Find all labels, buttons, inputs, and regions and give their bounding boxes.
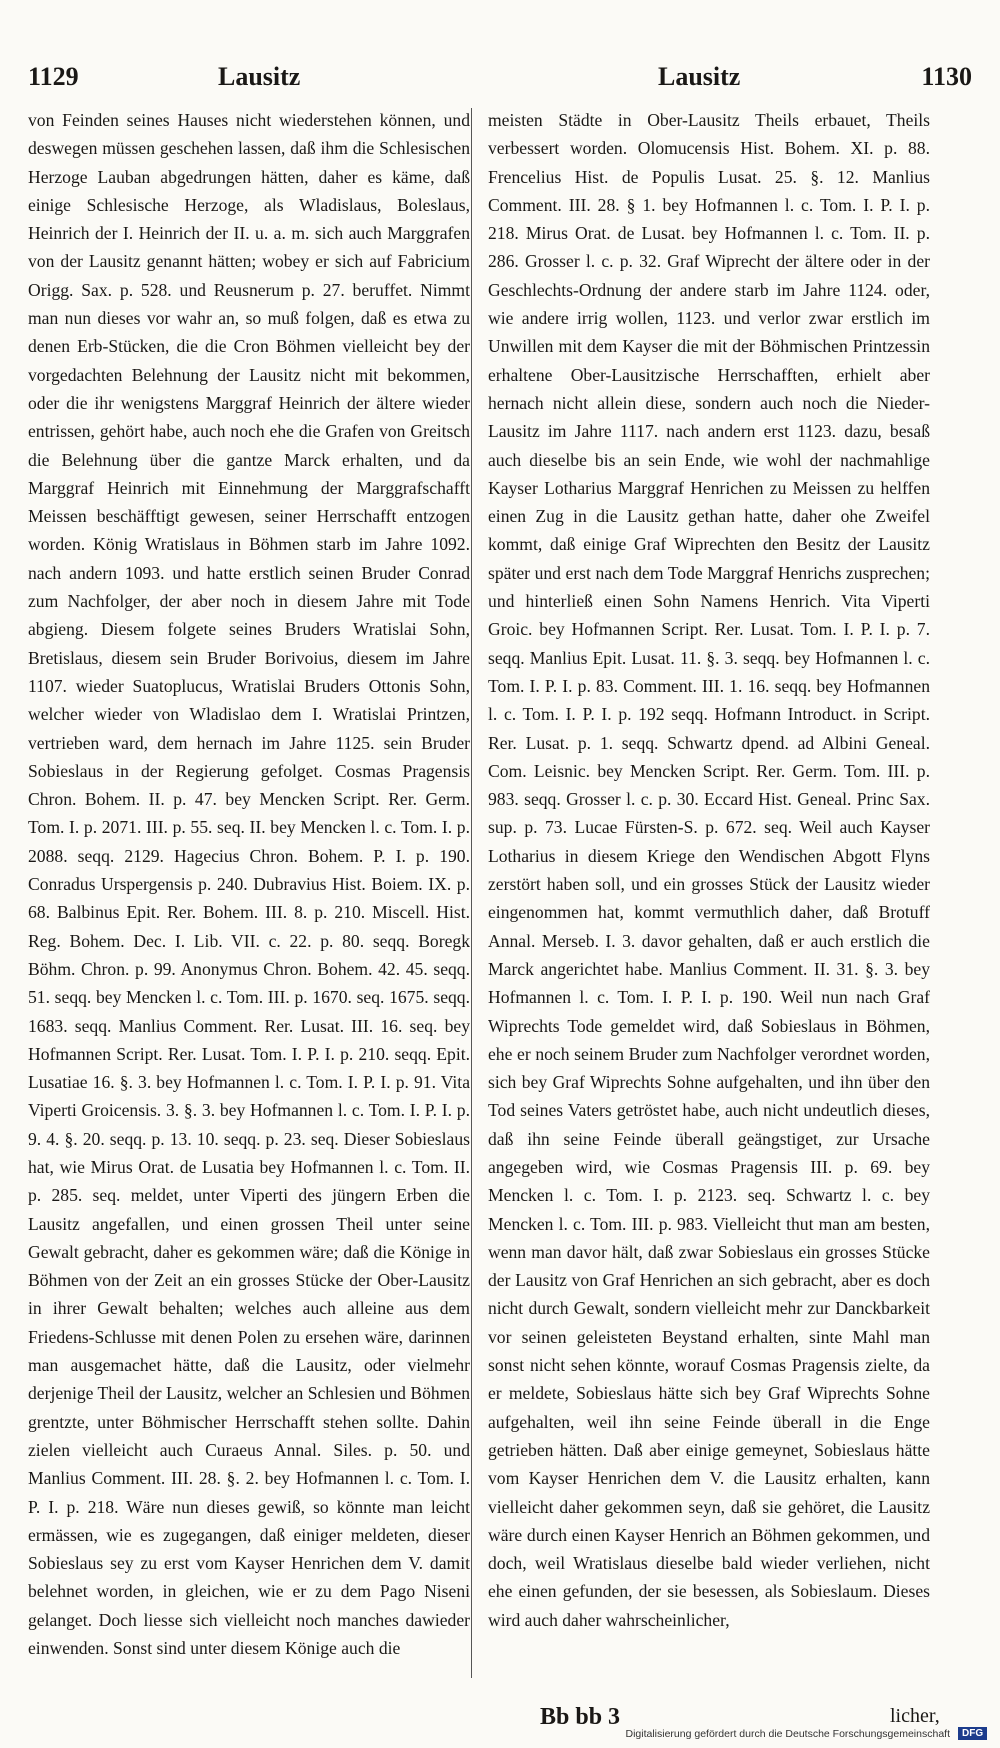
page-number-right: 1130 <box>921 62 972 91</box>
column-text: meisten Städte in Ober-Lausitz Theils erbauet, Theils verbessert worden. Olomucensis Hist. Bohem. XI. p. 88. Frencelius Hist. de Populis Lusat. 25. §. 12. Manlius Comment. III. 28. § 1. bey Hofmannen l. c. Tom. I. P. I. p. 218. Mirus Orat. de Lusat. bey Hofmannen l. c. Tom. II. p. 286. Grosser l. c. p. 32. Graf Wiprecht der ältere oder in der Geschlechts-Ordnung der andere starb im Jahre 1124. oder, wie andere irrig wollen, 1123. und verlor zwar erstlich im Unwillen mit dem Kayser die mit der Böhmischen Printzessin erhaltene Ober-Lausitzische Herrschafften, erhielt aber hernach nicht allein diese, sondern auch noch die Nieder-Lausitz im Jahre 1117. nach andern erst 1123. dazu, besaß auch dieselbe bis an sein Ende, wie wohl der nachmahlige Kayser Lotharius Marggraf Henrichen zu Meissen zu helffen einen Zug in die Lausitz gethan hatte, daher ohe Zweifel kommt, daß einige Graf Wiprechten den Besitz der Lausitz später und erst nach dem Tode Marggraf Henrichs zusprechen; und hinterließ einen Sohn Namens Henrich. Vita Viperti Groic. bey Hofmannen Script. Rer. Lusat. Tom. I. P. I. p. 7. seqq. Manlius Epit. Lusat. 11. §. 3. seqq. bey Hofmannen l. c. Tom. I. P. I. p. 83. Comment. III. 1. 16. seqq. bey Hofmannen l. c. Tom. I. P. I. p. 192 seqq. Hofmann Introduct. in Script. Rer. Lusat. p. 1. seqq. Schwartz dpend. ad Albini Geneal. Com. Leisnic. bey Mencken Script. Rer. Germ. Tom. III. p. 983. seqq. Grosser l. c. p. 30. Eccard Hist. Geneal. Princ Sax. sup. p. 73. Lucae Fürsten-S. p. 672. seq. Weil auch Kayser Lotharius in diesem Kriege den Wendischen Abgott Flyns zerstört haben soll, und ein grosses Stück der Lausitz wieder eingenommen hat, kommt vermuthlich daher, daß Brotuff Annal. Merseb. I. 3. davor gehalten, daß er auch erstlich die Marck angerichtet habe. Manlius Comment. II. 31. §. 3. bey Hofmannen l. c. Tom. I. P. I. p. 190. Weil nun nach Graf Wiprechts Tode gemeldet wird, daß Sobieslaus in Böhmen, ehe er noch seinem Bruder zum Nachfolger verordnet worden, sich bey Graf Wiprechts Sohne aufgehalten, und ihn über den Tod seines Vaters getröstet habe, auch nicht undeutlich dieses, daß ihn seine Feinde überall geängstiget, zur Ursache angegeben wird, wie Cosmas Pragensis III. p. 69. bey Mencken l. c. Tom. I. p. 2123. seq. Schwartz l. c. bey Mencken l. c. Tom. III. p. 983. Vielleicht thut man am besten, wenn man davor hält, daß zwar Sobieslaus ein grosses Stücke der Lausitz von Graf Henrichen an sich gebracht, aber es doch nicht durch Gewalt, sondern vielleicht mehr zur Danckbarkeit vor seinen geleisteten Beystand erhalten, sinte Mahl man sonst nicht sehen könnte, worauf Cosmas Pragensis zielte, da er meldete, Sobieslaus hätte sich bey Graf Wiprechts Sohne aufgehalten, weil ihn seine Feinde überall in die Enge getrieben hätten. Daß aber einige gemeynet, Sobieslaus hätte vom Kayser Henrichen dem V. die Lausitz erhalten, kann vielleicht daher gekommen seyn, daß sie gehöret, die Lausitz wäre durch einen Kayser Henrich an Böhmen gekommen, und doch, weil Wratislaus dieselbe bald wieder verliehen, nicht ehe einen gefunden, der sie besessen, als Sobieslaum. Dieses wird auch daher wahrscheinlicher, <box>488 110 930 1630</box>
catchword: licher, <box>890 1705 940 1727</box>
digitization-credit: Digitalisierung gefördert durch die Deutsche Forschungsgemeinschaft <box>625 1728 950 1740</box>
running-title-left: Lausitz <box>218 62 301 91</box>
text-column-right <box>488 106 930 1706</box>
page-number-left: 1129 <box>28 62 79 91</box>
signature-mark: Bb bb 3 <box>540 1704 621 1730</box>
column-divider <box>471 108 473 1678</box>
text-column-left <box>28 106 470 1706</box>
column-text: von Feinden seines Hauses nicht wiederstehen können, und deswegen müssen geschehen lassen, daß ihm die Schlesischen Herzoge Lauban abgedrungen hätten, daher es käme, daß einige Schlesische Herzoge, als Wladislaus, Boleslaus, Heinrich der I. Heinrich der II. u. a. m. sich auch Marggrafen von der Lausitz genannt hätten; wobey er sich auf Fabricium Origg. Sax. p. 528. und Reusnerum p. 27. beruffet. Nimmt man nun dieses vor wahr an, so muß folgen, daß es etwa zu denen Erb-Stücken, die die Cron Böhmen vielleicht bey der vorgedachten Belehnung der Lausitz nicht mit bekommen, oder die ihr wenigstens Marggraf Heinrich der ältere wieder entrissen, gehört habe, auch noch ehe die Grafen von Greitsch die Belehnung über die gantze Marck erhalten, und da Marggraf Heinrich mit Einnehmung der Marggrafschafft Meissen beschäfftigt gewesen, seiner Herrschafft entzogen worden. König Wratislaus in Böhmen starb im Jahre 1092. nach andern 1093. und hatte erstlich seinen Bruder Conrad zum Nachfolger, der aber noch in diesem Jahre mit Tode abgieng. Diesem folgete seines Bruders Wratislai Sohn, Bretislaus, diesem sein Bruder Borivoius, diesem im Jahre 1107. wieder Suatoplucus, Wratislai Bruders Ottonis Sohn, welcher wieder von Wladislao dem I. Wratislai Printzen, vertrieben ward, dem hernach im Jahre 1125. sein Bruder Sobieslaus in der Regierung gefolget. Cosmas Pragensis Chron. Bohem. II. p. 47. bey Mencken Script. Rer. Germ. Tom. I. p. 2071. III. p. 55. seq. II. bey Mencken l. c. Tom. I. p. 2088. seqq. 2129. Hagecius Chron. Bohem. P. I. p. 190. Conradus Urspergensis p. 240. Dubravius Hist. Boiem. IX. p. 68. Balbinus Epit. Rer. Bohem. III. 8. p. 210. Miscell. Hist. Reg. Bohem. Dec. I. Lib. VII. c. 22. p. 80. seqq. Boregk Böhm. Chron. p. 99. Anonymus Chron. Bohem. 42. 45. seqq. 51. seqq. bey Mencken l. c. Tom. III. p. 1670. seq. 1675. seqq. 1683. seqq. Manlius Comment. Rer. Lusat. III. 16. seq. bey Hofmannen Script. Rer. Lusat. Tom. I. P. I. p. 210. seqq. Epit. Lusatiae 16. §. 3. bey Hofmannen l. c. Tom. I. P. I. p. 91. Vita Viperti Groicensis. 3. §. 3. bey Hofmannen l. c. Tom. I. P. I. p. 9. 4. §. 20. seqq. p. 13. 10. seqq. p. 23. seq. Dieser Sobieslaus hat, wie Mirus Orat. de Lusatia bey Hofmannen l. c. Tom. II. p. 285. seq. meldet, unter Viperti des jüngern Erben die Lausitz angefallen, und einen grossen Theil unter seine Gewalt gebracht, daher es gekommen wäre; daß die Könige in Böhmen von der Zeit an ein grosses Stücke der Ober-Lausitz in ihrer Gewalt behalten; welches auch alleine aus dem Friedens-Schlusse mit denen Polen zu ersehen wäre, darinnen man ausgemachet hätte, daß die Lausitz, oder vielmehr derjenige Theil der Lausitz, welcher an Schlesien und Böhmen grentzte, unter Böhmischer Herrschafft stehen sollte. Dahin zielen vielleicht auch Curaeus Annal. Siles. p. 50. und Manlius Comment. III. 28. §. 2. bey Hofmannen l. c. Tom. I. P. I. p. 218. Wäre nun dieses gewiß, so könnte man leicht ermässen, wie es zugegangen, daß einiger meldeten, dieser Sobieslaus sey zu erst vom Kayser Henrichen dem V. damit belehnet worden, in gleichen, wie er zu dem Pago Niseni gelanget. Doch liesse sich vielleicht noch manches dawieder einwenden. Sonst sind unter diesem Könige auch die <box>28 110 470 1659</box>
running-header <box>28 62 972 100</box>
dfg-logo: DFG <box>958 1727 987 1740</box>
running-title-right: Lausitz <box>658 62 741 91</box>
